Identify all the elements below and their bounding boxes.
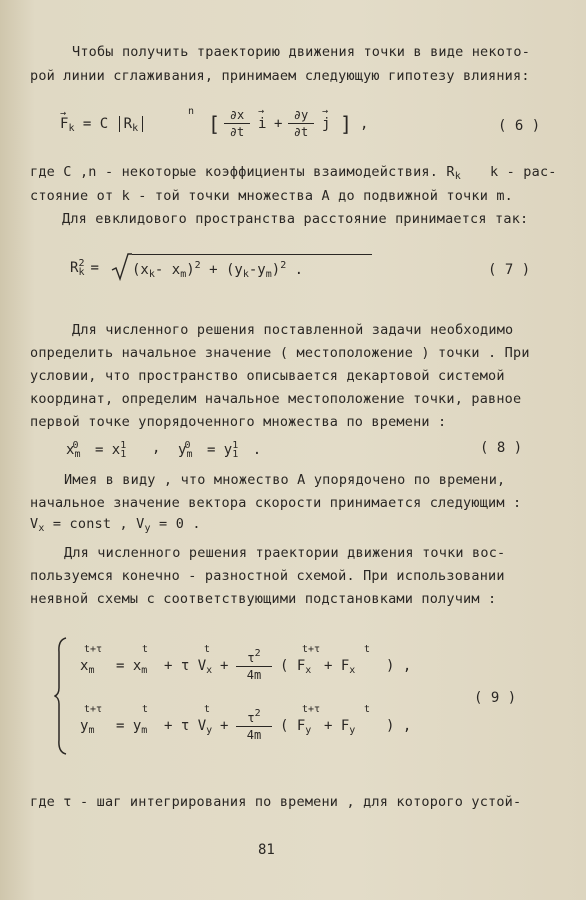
text-line: координат, определим начальное местоположение точки, равное xyxy=(30,391,522,407)
text-line: условии, что пространство описывается декартовой системой xyxy=(30,368,505,384)
equation-9-row-2: $y_m$ t+τ = $y_m$ t + τ $V_y$ t + $\tau^2$ 4m ( $F_y$ t+τ + $F_y$ t ) , xyxy=(80,704,412,742)
equation-number-8: ( 8 ) xyxy=(480,440,523,456)
text-line: пользуемся конечно - разностной схемой. При использовании xyxy=(30,568,505,584)
text-line: стояние от k - той точки множества A до подвижной точки m. xyxy=(30,188,514,204)
equation-9-row-1: $x_m$ t+τ = $x_m$ t + τ $V_x$ t + $\tau^2$ 4m ( $F_x$ t+τ + $F_x$ t ) , xyxy=(80,644,412,682)
sqrt-sign xyxy=(110,252,132,282)
text-line: определить начальное значение ( местоположение ) точки . При xyxy=(30,345,530,361)
equation-7: $R_k^2$ = ($x_k-$ $x_m)^2 + (y_k-y_m)^2$ . xyxy=(70,252,370,288)
equation-number-9: ( 9 ) xyxy=(474,690,517,706)
equation-number-7: ( 7 ) xyxy=(488,262,531,278)
equation-6: → $F_k = C$ $R_k$ n [ ∂x ∂t → i + ∂y ∂t → j ] , xyxy=(60,106,369,139)
text-line: где τ - шаг интегрирования по времени , для которого устой- xyxy=(30,794,522,810)
left-brace xyxy=(54,636,68,756)
text-line: Чтобы получить траекторию движения точки в виде некото- xyxy=(72,44,531,60)
text-line: Для численного решения поставленной задачи необходимо xyxy=(72,322,514,338)
text-line: Имея в виду , что множество A упорядочено по времени, xyxy=(64,472,506,488)
text-line: неявной схемы с соответствующими подстановками получим : xyxy=(30,591,497,607)
text-line: первой точке упорядоченного множества по времени : xyxy=(30,414,447,430)
text-line: Для численного решения траектории движения точки вос- xyxy=(64,545,506,561)
text-line: $V_x$ = const , $V_y = 0$ . xyxy=(30,516,201,534)
text-line: Для евклидового пространства расстояние принимается так: xyxy=(62,211,529,227)
page-number: 81 xyxy=(258,842,275,858)
equation-8: $x_m^0 = x_1^1$ , $y_m^0 = y_1^1$ . xyxy=(66,440,262,460)
text-line: где C ,n - некоторые коэффициенты взаимодействия. $R_k$ xyxy=(30,164,461,182)
text-line: начальное значение вектора скорости принимается следующим : xyxy=(30,495,522,511)
equation-number-6: ( 6 ) xyxy=(498,118,541,134)
text-line-tail: k - рас- xyxy=(490,164,557,180)
text-line: рой линии сглаживания, принимаем следующую гипотезу влияния: xyxy=(30,68,530,84)
